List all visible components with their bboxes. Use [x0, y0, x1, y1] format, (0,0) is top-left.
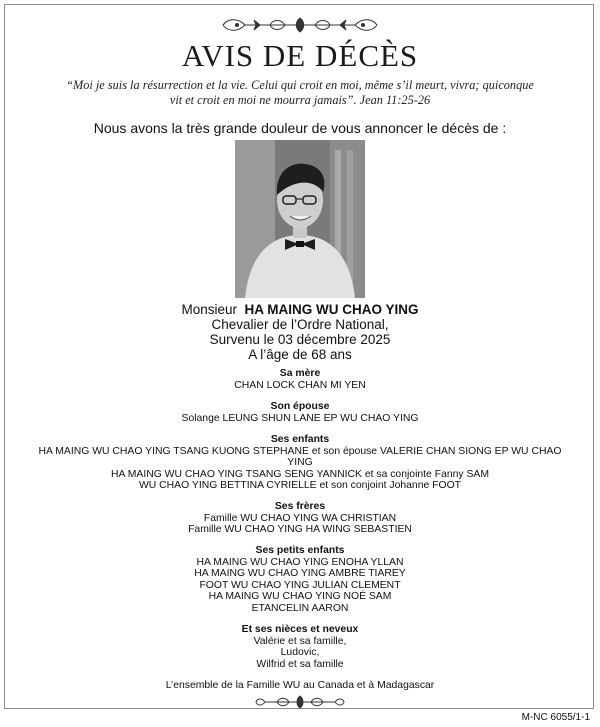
section-nieces-nephews: [20, 624, 580, 670]
section-grandchildren: [20, 545, 580, 614]
section-line: HA MAING WU CHAO YING TSANG KUONG STEPHANE et son épouse VALERIE CHAN SIONG EP WU CHAO: [38, 445, 562, 457]
section-line: HA MAING WU CHAO YING NOÉ SAM: [208, 591, 392, 602]
section-line: HA MAING WU CHAO YING AMBRE TIAREY: [194, 568, 406, 579]
section-line: HA MAING WU CHAO YING TSANG SENG YANNICK et sa conjointe Fanny SAM: [110, 468, 490, 480]
section-line: CHAN LOCK CHAN MI YEN: [234, 379, 366, 391]
section-line: Famille WU CHAO YING HA WING SEBASTIEN: [188, 524, 412, 535]
section-line: WU CHAO YING BETTINA CYRIELLE et son conjoint Johanne FOOT: [138, 480, 462, 491]
section-mother: [20, 368, 580, 391]
deceased-prefix: Monsieur: [181, 302, 237, 317]
deceased-name-line: [0, 302, 600, 317]
section-line: Famille WU CHAO YING WA CHRISTIAN: [203, 512, 397, 524]
verse-reference: Jean 11:25-26: [359, 93, 431, 107]
deceased-date: Survenu le 03 décembre 2025: [209, 332, 391, 347]
section-line: Solange LEUNG SHUN LANE EP WU CHAO YING: [181, 412, 419, 424]
bottom-ornament-icon: [255, 695, 345, 709]
section-line: HA MAING WU CHAO YING ENOHA YLLAN: [196, 556, 404, 568]
section-heading: Son épouse: [270, 401, 330, 412]
section-line: Wilfrid et sa famille: [256, 658, 344, 670]
section-heading: Ses enfants: [270, 434, 330, 445]
intro-text: Nous avons la très grande douleur de vous annoncer le décès de :: [93, 120, 507, 136]
section-heading: Sa mère: [279, 368, 321, 379]
section-line: FOOT WU CHAO YING JULIAN CLEMENT: [199, 579, 401, 591]
section-line: ETANCELIN AARON: [251, 602, 349, 614]
verse-text: “Moi je suis la résurrection et la vie. Celui qui croit en moi, même s’il meurt, vivra; quiconque vit et croit en moi ne mourra jamais”.: [66, 78, 534, 107]
deceased-name: HA MAING WU CHAO YING: [244, 302, 419, 317]
section-heading: Ses frères: [274, 501, 326, 512]
section-line: Ludovic,: [280, 647, 320, 658]
section-children: [20, 434, 580, 492]
section-spouse: [20, 401, 580, 424]
notice-title: AVIS DE DÉCÈS: [181, 38, 419, 73]
family-signature: L’ensemble de la Famille WU au Canada et à Madagascar: [165, 680, 435, 691]
section-line: YING: [287, 457, 313, 468]
section-line: Valérie et sa famille,: [253, 635, 347, 647]
deceased-portrait: [235, 140, 365, 298]
bible-verse: [60, 78, 540, 108]
reference-code: M-NC 6055/1-1: [521, 712, 590, 723]
deceased-details: [0, 302, 600, 362]
section-brothers: [20, 501, 580, 536]
top-ornament-icon: [215, 16, 385, 34]
section-heading: Ses petits enfants: [255, 545, 345, 556]
section-heading: Et ses nièces et neveux: [241, 624, 359, 635]
deceased-title: Chevalier de l’Ordre National,: [211, 317, 389, 332]
deceased-age: A l’âge de 68 ans: [248, 347, 352, 362]
